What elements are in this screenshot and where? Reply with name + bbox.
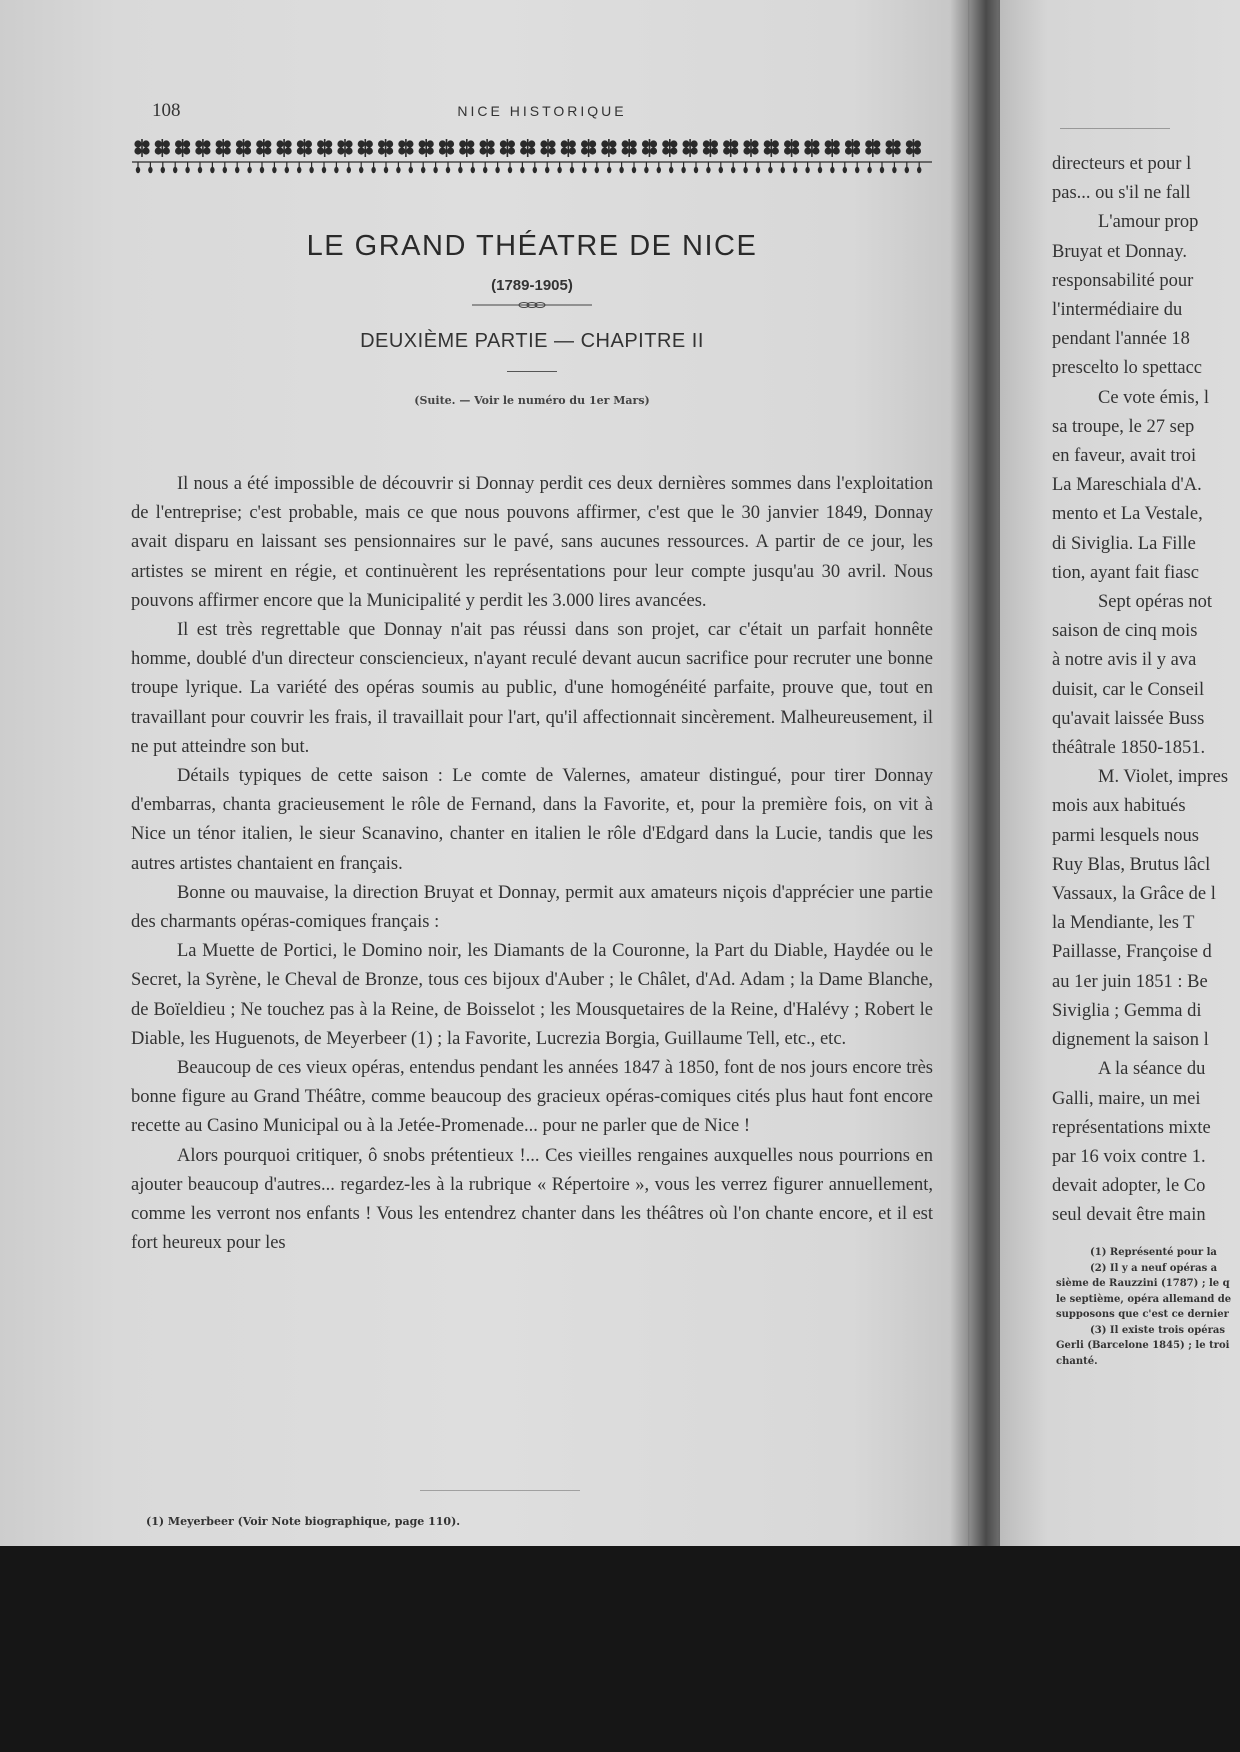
paragraph: Alors pourquoi critiquer, ô snobs prétentieux !... Ces vieilles rengaines auxquelles nous pourrions en ajouter beaucoup d'autres... regardez-les à la rubrique « Répertoire », vous les verrez figurer annuellement, comme les verront nos enfants ! Vous les entendrez chanter dans les théâtres où l'on chante encore, et il est fort heureux pour les [131,1145,933,1254]
right-page-text-line: A la séance du [1098,1059,1206,1080]
paragraph: Il est très regrettable que Donnay n'ait pas réussi dans son projet, car c'était un parfait honnête homme, doublé d'un directeur consciencieux, n'ayant reculé devant aucun sacrifice pour recruter une bonne troupe lyrique. La variété des opéras soumis au public, d'une homogénéité parfaite, prouve que, tout en travaillant pour couvrir les frais, il travaillait pour l'art, qu'il affectionnait sincèrement. Malheureusement, il ne put atteindre son but. [131,620,933,757]
part-chapter-heading: DEUXIÈME PARTIE — CHAPITRE II [360,330,704,352]
title-rule-ornament [472,300,592,310]
right-page-text-line: saison de cinq mois [1052,621,1198,642]
right-page-text-line: seul devait être main [1052,1205,1206,1226]
right-page-text-line: responsabilité pour [1052,270,1194,291]
right-page-text-line: di Siviglia. La Fille [1052,533,1196,554]
right-page-text-line: tion, ayant fait fiasc [1052,562,1199,583]
article-heading [132,230,932,407]
right-page-text-line: Sept opéras not [1098,592,1213,613]
right-page-text-line: la Mendiante, les T [1052,913,1195,934]
right-page-footnote-line: (2) Il y a neuf opéras a [1090,1262,1218,1274]
paragraph: Bonne ou mauvaise, la direction Bruyat et Donnay, permit aux amateurs niçois d'apprécier une partie des charmants opéras-comiques français : [131,882,933,933]
footnote: (1) Meyerbeer (Voir Note biographique, page 110). [146,1515,461,1528]
right-page-text-line: directeurs et pour l [1052,154,1192,174]
article-body [131,470,933,1258]
scan-background-shadow [0,1546,1240,1752]
right-page-text-line: l'intermédiaire du [1052,300,1183,321]
right-page-text-line: Ruy Blas, Brutus lâcl [1052,854,1211,875]
right-page-footnote-line: Gerli (Barcelone 1845) ; le troi [1056,1340,1230,1351]
right-page-partial [1000,0,1240,1550]
paragraph: Beaucoup de ces vieux opéras, entendus pendant les années 1847 à 1850, font de nos jours encore très bonne figure au Grand Théâtre, comme beaucoup des gracieux opéras-comiques cités plus haut font encore recette au Casino Municipal ou à la Jetée-Promenade... pour ne parler que de Nice ! [131,1058,933,1137]
running-title: NICE HISTORIQUE [457,103,627,119]
paragraph: Détails typiques de cette saison : Le comte de Valernes, amateur distingué, pour tirer Donnay d'embarras, chanta gracieusement le rôle de Fernand, dans la Favorite, et, pour la première fois, on vit à Nice un ténor italien, le sieur Scanavino, chanter en italien le rôle d'Edgard dans la Lucie, tandis que les autres artistes chantaient en français. [131,766,933,874]
right-page-text-line: devait adopter, le Co [1052,1176,1206,1197]
right-page-text-line: Paillasse, Françoise d [1052,942,1212,963]
right-page-footnote-line: supposons que c'est ce dernier [1056,1309,1229,1320]
running-head [152,100,932,130]
right-page-text-line: pas... ou s'il ne fall [1052,183,1191,204]
right-page-text-line: L'amour prop [1098,212,1199,233]
article-date-range: (1789-1905) [491,277,573,294]
right-page-text-line: mois aux habitués [1052,796,1186,817]
right-page-text-line: M. Violet, impres [1098,767,1229,788]
right-page-footnote-line: chanté. [1056,1355,1098,1367]
right-page-text-line: en faveur, avait troi [1052,446,1197,467]
right-page-text-line: sa troupe, le 27 sep [1052,416,1195,437]
right-page-text-line: Galli, maire, un mei [1052,1088,1201,1109]
right-page-text-line: pendant l'année 18 [1052,329,1190,350]
right-page-text-line: par 16 voix contre 1. [1052,1146,1206,1167]
right-page-text-line: Bruyat et Donnay. [1052,241,1187,262]
right-page-text-line: dignement la saison l [1052,1030,1209,1051]
right-page-text-line: représentations mixte [1052,1117,1211,1138]
page-number: 108 [152,100,181,121]
right-page-text-line: qu'avait laissée Buss [1052,708,1205,729]
right-page-text-line: Vassaux, la Grâce de l [1052,884,1216,905]
decorative-ornament-band [132,135,932,183]
right-page-text-line: parmi lesquels nous [1052,825,1199,846]
right-page-text-line: au 1er juin 1851 : Be [1052,971,1208,992]
right-page-text-line: duisit, car le Conseil [1052,679,1205,700]
right-page-footnote-line: le septième, opéra allemand de [1056,1293,1232,1305]
article-title: LE GRAND THÉATRE DE NICE [306,230,758,262]
right-page-text-line: Ce vote émis, l [1098,387,1209,408]
right-page-text-column [1052,150,1240,1231]
right-page-footnote-line: (3) Il existe trois opéras [1090,1324,1225,1336]
right-page-text-line: Siviglia ; Gemma di [1052,1000,1202,1021]
right-page-text-line: mento et La Vestale, [1052,504,1203,525]
right-page-footnote-line: (1) Représenté pour la [1090,1247,1217,1258]
right-page-text-line: prescelto lo spettacc [1052,358,1202,379]
right-page-top-rule [1060,128,1170,129]
right-page-footnotes [1056,1245,1240,1369]
footnote-separator [420,1490,580,1491]
short-divider [507,371,557,372]
continuation-note: (Suite. — Voir le numéro du 1er Mars) [414,394,650,407]
right-page-text-line: théâtrale 1850-1851. [1052,738,1206,759]
right-page-text-line: La Mareschiala d'A. [1052,475,1202,496]
paragraph: La Muette de Portici, le Domino noir, les Diamants de la Couronne, la Part du Diable, Haydée ou le Secret, la Syrène, le Cheval de Bronze, tous ces bijoux d'Auber ; le Châlet, d'Ad. Adam ; la Dame Blanche, de Boïeldieu ; Ne touchez pas à la Reine, de Boisselot ; les Mousquetaires de la Reine, d'Halévy ; Robert le Diable, les Huguenots, de Meyerbeer (1) ; la Favorite, Lucrezia Borgia, Guillaume Tell, etc., etc. [131,941,933,1049]
paragraph: Il nous a été impossible de découvrir si Donnay perdit ces deux dernières sommes dans l'exploitation de l'entreprise; c'est probable, mais ce que nous pouvons affirmer, c'est que le 30 janvier 1849, Donnay avait disparu en laissant ses pensionnaires sur le pavé, sans aucunes ressources. A partir de ce jour, les artistes se mirent en régie, et continuèrent les représentations pour leur compte jusqu'au 30 avril. Nous pouvons affirmer encore que la Municipalité y perdit les 3.000 lires avancées. [131,474,933,611]
right-page-text-line: à notre avis il y ava [1052,650,1197,671]
right-page-footnote-line: sième de Rauzzini (1787) ; le q [1056,1278,1230,1289]
